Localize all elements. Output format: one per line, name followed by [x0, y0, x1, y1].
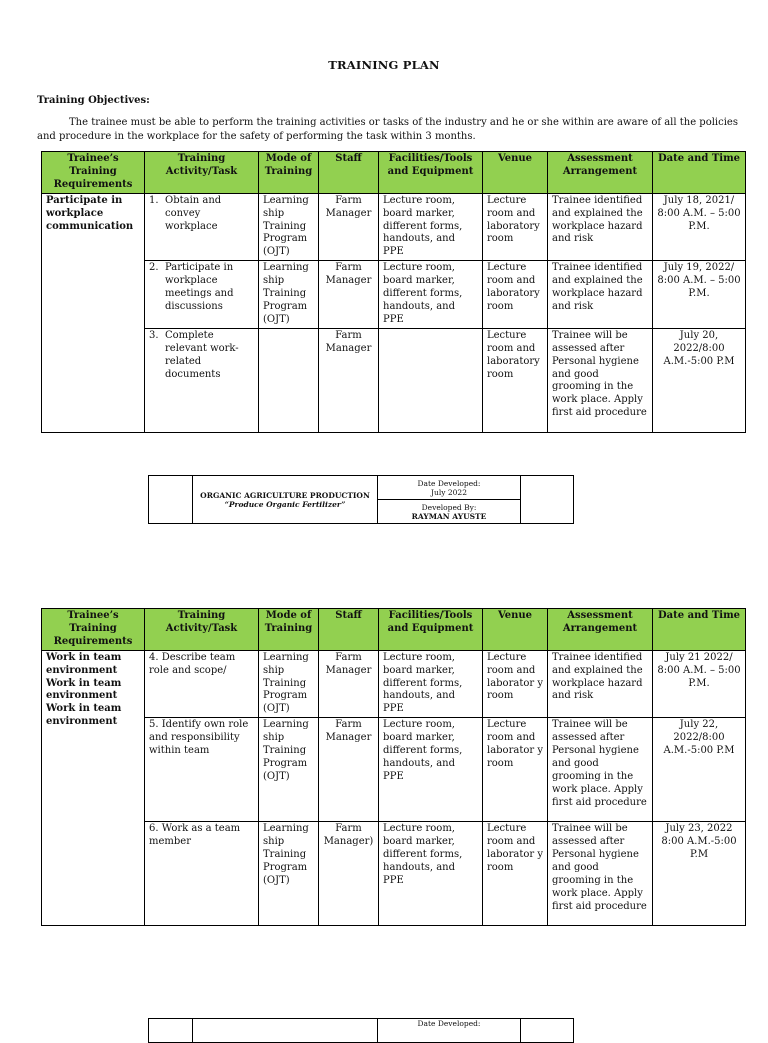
venue-cell: Lecture room and laborator y room [483, 650, 548, 718]
footer-org-name: ORGANIC AGRICULTURE PRODUCTION [200, 490, 370, 500]
mode-cell [259, 328, 319, 432]
facilities-cell: Lecture room, board marker, different forms, handouts, and PPE [379, 822, 483, 926]
header-facilities: Facilities/Tools and Equipment [379, 609, 483, 651]
header-facilities: Facilities/Tools and Equipment [379, 152, 483, 194]
header-date: Date and Time [653, 152, 746, 194]
table-row [42, 822, 746, 926]
header-requirements: Trainee’s Training Requirements [42, 609, 145, 651]
mode-cell: Learning ship Training Program (OJT) [259, 822, 319, 926]
staff-cell: Farm Manager [319, 718, 379, 822]
mode-cell: Learning ship Training Program (OJT) [259, 261, 319, 329]
footer-org-sub: “Produce Organic Fertilizer” [224, 499, 346, 509]
header-date: Date and Time [653, 609, 746, 651]
venue-cell: Lecture room and laborator y room [483, 822, 548, 926]
facilities-cell [379, 328, 483, 432]
staff-cell: Farm Manager) [319, 822, 379, 926]
venue-cell: Lecture room and laboratory room [483, 328, 548, 432]
footer-org-cell [193, 476, 378, 524]
activity-cell: 4. Describe team role and scope/ [145, 650, 259, 718]
staff-cell: Farm Manager [319, 261, 379, 329]
header-assessment: Assessment Arrangement [548, 609, 653, 651]
activity-cell [145, 261, 259, 329]
activity-cell [145, 328, 259, 432]
requirement-cell: Participate in workplace communication [42, 193, 145, 432]
assessment-cell: Trainee identified and explained the workplace hazard and risk [548, 650, 653, 718]
header-activity: Training Activity/Task [145, 152, 259, 194]
venue-cell: Lecture room and laboratory room [483, 193, 548, 261]
facilities-cell: Lecture room, board marker, different forms, handouts, and PPE [379, 650, 483, 718]
table-row [42, 650, 746, 718]
mode-cell: Learning ship Training Program (OJT) [259, 193, 319, 261]
footer-date-label: Date Developed: [417, 478, 481, 488]
assessment-cell: Trainee will be assessed after Personal hygiene and good grooming in the work place. Apply first aid procedure [548, 328, 653, 432]
venue-cell: Lecture room and laborator y room [483, 718, 548, 822]
activity-cell: 6. Work as a team member [145, 822, 259, 926]
table-row [42, 261, 746, 329]
footer-logo-cell-left [149, 476, 193, 524]
footer-date-value: July 2022 [431, 487, 467, 497]
activity-cell [145, 193, 259, 261]
table-row [42, 328, 746, 432]
date-cell: July 22, 2022/8:00 A.M.-5:00 P.M [653, 718, 746, 822]
footer-logo-cell-right [521, 1019, 574, 1043]
activity-number: 2. [149, 262, 159, 274]
table-header-row [42, 152, 746, 194]
facilities-cell: Lecture room, board marker, different forms, handouts, and PPE [379, 261, 483, 329]
table-header-row [42, 609, 746, 651]
header-staff: Staff [319, 609, 379, 651]
footer-date-cell [378, 1019, 521, 1043]
objectives-label: Training Objectives: [37, 95, 150, 106]
header-assessment: Assessment Arrangement [548, 152, 653, 194]
page-title: TRAINING PLAN [328, 58, 440, 72]
assessment-cell: Trainee identified and explained the workplace hazard and risk [548, 193, 653, 261]
date-cell: July 20, 2022/8:00 A.M.-5:00 P.M [653, 328, 746, 432]
footer-developer-cell [378, 500, 521, 524]
date-cell: July 23, 2022 8:00 A.M.-5:00 P.M [653, 822, 746, 926]
activity-cell: 5. Identify own role and responsibility within team [145, 718, 259, 822]
activity-number: 3. [149, 329, 159, 341]
mode-cell: Learning ship Training Program (OJT) [259, 650, 319, 718]
footer-developer-name: RAYMAN AYUSTE [411, 511, 487, 521]
venue-cell: Lecture room and laboratory room [483, 261, 548, 329]
footer-date-cell [378, 476, 521, 500]
header-activity: Training Activity/Task [145, 609, 259, 651]
header-requirements: Trainee’s Training Requirements [42, 152, 145, 194]
footer-logo-cell-left [149, 1019, 193, 1043]
document-footer-box-partial [148, 1018, 574, 1043]
header-staff: Staff [319, 152, 379, 194]
footer-developer-label: Developed By: [421, 502, 477, 512]
document-footer-box [148, 475, 574, 524]
activity-text: Complete relevant work-related documents [165, 329, 239, 380]
activity-text: Participate in workplace meetings and discussions [165, 262, 234, 312]
staff-cell: Farm Manager [319, 328, 379, 432]
date-cell: July 18, 2021/ 8:00 A.M. – 5:00 P.M. [653, 193, 746, 261]
footer-logo-cell-right [521, 476, 574, 524]
mode-cell: Learning ship Training Program (OJT) [259, 718, 319, 822]
footer-org-cell [193, 1019, 378, 1043]
activity-text: Obtain and convey workplace [165, 194, 222, 232]
training-plan-table-1 [41, 151, 746, 433]
header-venue: Venue [483, 609, 548, 651]
facilities-cell: Lecture room, board marker, different forms, handouts, and PPE [379, 193, 483, 261]
staff-cell: Farm Manager [319, 650, 379, 718]
assessment-cell: Trainee will be assessed after Personal hygiene and good grooming in the work place. Apply first aid procedure [548, 718, 653, 822]
header-mode: Mode of Training [259, 152, 319, 194]
date-cell: July 21 2022/ 8:00 A.M. – 5:00 P.M. [653, 650, 746, 718]
table-row [42, 193, 746, 261]
header-venue: Venue [483, 152, 548, 194]
activity-number: 1. [149, 194, 159, 206]
header-mode: Mode of Training [259, 609, 319, 651]
assessment-cell: Trainee identified and explained the workplace hazard and risk [548, 261, 653, 329]
date-cell: July 19, 2022/ 8:00 A.M. – 5:00 P.M. [653, 261, 746, 329]
table-row [42, 718, 746, 822]
requirement-cell: Work in team environment Work in team environment Work in team environment [42, 650, 145, 926]
staff-cell: Farm Manager [319, 193, 379, 261]
footer-date-label: Date Developed: [417, 1019, 481, 1028]
assessment-cell: Trainee will be assessed after Personal hygiene and good grooming in the work place. Apply first aid procedure [548, 822, 653, 926]
training-plan-table-2 [41, 608, 746, 926]
objectives-text: The trainee must be able to perform the training activities or tasks of the industry and he or she within are aware of all the policies and procedure in the workplace for the safety of performing the task within 3 months. [37, 117, 738, 142]
facilities-cell: Lecture room, board marker, different forms, handouts, and PPE [379, 718, 483, 822]
